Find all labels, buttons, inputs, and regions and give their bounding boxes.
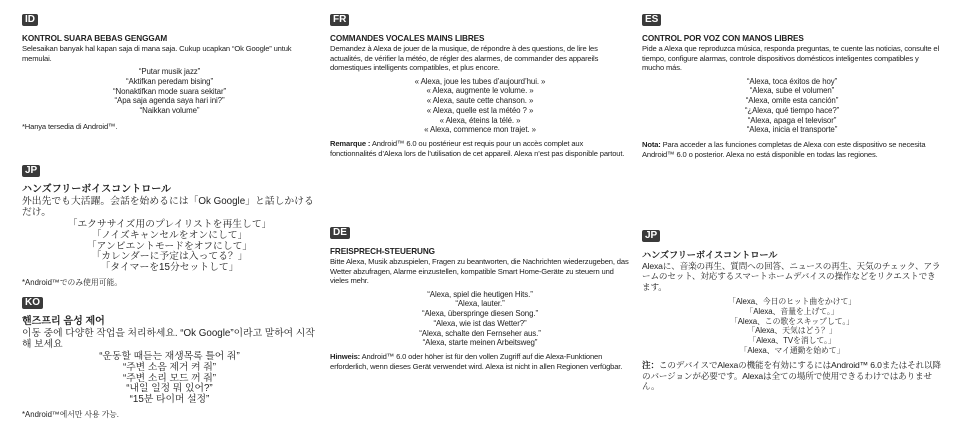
requirement-note xyxy=(330,139,630,158)
section-fr xyxy=(330,9,630,158)
voice-command: “Naikkan volume” xyxy=(139,106,200,115)
voice-command: “Aktifkan peredam bising” xyxy=(126,76,213,86)
voice-command-list xyxy=(330,290,630,348)
voice-command: “Alexa, starte meinen Arbeitsweg” xyxy=(422,338,538,348)
language-badge-fr: FR xyxy=(330,14,349,26)
section-de xyxy=(330,222,630,371)
section-jp-alexa xyxy=(642,225,942,392)
requirement-note xyxy=(642,360,942,391)
voice-command: « Alexa, éteins la télé. » xyxy=(439,115,521,125)
voice-command: “Alexa, schalte den Fernseher aus.” xyxy=(419,328,541,338)
voice-command: 「Alexa、マイ通勤を始めて」 xyxy=(739,345,845,355)
note-text: このデバイスでAlexaの機能を有効にするにはAndroid™ 6.0またはそれ以降のバージョンが必要です。Alexaは全ての場所で使用できるわけではありません。 xyxy=(642,360,941,392)
voice-command: “Alexa, inicia el transporte” xyxy=(746,125,838,135)
voice-command: “Apa saja agenda saya hari ini?” xyxy=(114,96,225,106)
voice-command: “Alexa, wie ist das Wetter?” xyxy=(433,318,527,328)
voice-command: “Alexa, toca éxitos de hoy” xyxy=(746,76,838,86)
voice-command: « Alexa, quelle est la météo ? » xyxy=(426,105,534,115)
section-heading: CONTROL POR VOZ CON MANOS LIBRES xyxy=(642,34,804,43)
availability-note: *Android™에서만 사용 가능. xyxy=(22,410,119,420)
voice-command-list xyxy=(642,77,942,135)
voice-command: 「Alexa、音量を上げて。」 xyxy=(745,306,839,316)
section-heading: ハンズフリーボイスコントロール xyxy=(642,250,778,260)
voice-command: 「エクササイズ用のプレイリストを再生して」 xyxy=(67,219,272,231)
voice-command: 「タイマーを15分セットして」 xyxy=(100,261,239,273)
note-label: Nota: xyxy=(642,140,661,149)
section-body: Pide a Alexa que reproduzca música, responda preguntas, te cuente las noticias, consulte el tiempo, configure alarmas, controle dispositivos domésticos inteligentes compatibles y mucho más. xyxy=(642,44,940,73)
note-text: Android™ 6.0 ou postérieur est requis pour un accès complet aux fonctionnalités d’Alexa lors de l’utilisation de cet appareil. Alexa n’est pas disponible partout. xyxy=(330,139,625,158)
availability-note: *Android™でのみ使用可能。 xyxy=(22,278,123,288)
section-body: Demandez à Alexa de jouer de la musique, de répondre à des questions, de lire les actualités, de vérifier la météo, de régler des alarmes, de commander des appareils domestiques intelligents compatibles, et plus encore. xyxy=(330,44,599,73)
voice-command-list xyxy=(22,67,317,116)
voice-command: “Alexa, überspringe diesen Song.” xyxy=(421,309,538,319)
section-es xyxy=(642,9,942,159)
section-jp-google xyxy=(22,160,317,288)
voice-command: “¿Alexa, qué tiempo hace?” xyxy=(744,105,840,115)
voice-command-list xyxy=(642,297,942,355)
section-heading: KONTROL SUARA BEBAS GENGGAM xyxy=(22,34,168,43)
voice-command: “15분 타이머 설정” xyxy=(129,393,210,405)
voice-command: 「アンビエントモードをオフにして」 xyxy=(86,240,253,252)
language-badge-de: DE xyxy=(330,227,350,239)
voice-command: “Alexa, sube el volumen” xyxy=(749,86,835,96)
voice-command: 「ノイズキャンセルをオンにして」 xyxy=(91,230,248,241)
voice-command: “Putar musik jazz” xyxy=(138,67,201,77)
voice-command: “Nonaktifkan mode suara sekitar” xyxy=(112,86,227,96)
language-badge-es: ES xyxy=(642,14,661,26)
voice-command: “Alexa, lauter.” xyxy=(455,299,505,309)
note-label: Remarque : xyxy=(330,139,371,148)
voice-command: « Alexa, augmente le volume. » xyxy=(426,86,534,96)
section-heading: 핸즈프리 음성 제어 xyxy=(22,316,105,327)
voice-command: 「Alexa、この歌をスキップして。」 xyxy=(729,316,855,326)
section-body: Selesaikan banyak hal kapan saja di mana saja. Cukup ucapkan “Ok Google” untuk memulai. xyxy=(22,44,292,63)
voice-command: “내일 일정 뭐 있어?” xyxy=(126,383,213,395)
note-text: Android™ 6.0 oder höher ist für den vollen Zugriff auf die Alexa-Funktionen erforderlich, wenn dieses Gerät verwendet wird. Alexa ist nicht in allen Regionen verfügbar. xyxy=(330,352,623,371)
section-body: Bitte Alexa, Musik abzuspielen, Fragen zu beantworten, die Nachrichten wiederzugeben, das Wetter abzufragen, Alarme einzustellen, kompatible Smart Home-Geräte zu steuern und vieles mehr. xyxy=(330,257,629,286)
language-badge-id: ID xyxy=(22,14,38,26)
voice-command-list xyxy=(22,352,317,405)
section-heading: COMMANDES VOCALES MAINS LIBRES xyxy=(330,34,485,43)
language-badge-jp: JP xyxy=(22,165,40,177)
section-body: 外出先でも大活躍。会話を始めるには「Ok Google」と話しかけるだけ。 xyxy=(22,196,314,219)
voice-command: “주변 소음 제거 켜 줘” xyxy=(122,362,217,373)
voice-command-list xyxy=(22,220,317,273)
voice-command: « Alexa, commence mon trajet. » xyxy=(424,125,536,135)
requirement-note xyxy=(642,140,942,159)
note-label: 注： xyxy=(642,360,659,371)
voice-command: 「Alexa、TVを消して。」 xyxy=(748,336,836,346)
voice-command: 「カレンダーに予定は入ってる？」 xyxy=(91,251,248,263)
section-body: Alexaに、音楽の再生、質問への回答、ニュースの再生、天気のチェック、アラームのセット、対応するスマートホームデバイスの操作などをリクエストできます。 xyxy=(642,261,941,292)
voice-command: “Alexa, omite esta canción” xyxy=(745,96,839,106)
voice-command: “Alexa, apaga el televisor” xyxy=(747,115,837,125)
section-id xyxy=(22,9,317,131)
voice-command: « Alexa, saute cette chanson. » xyxy=(426,96,534,106)
section-heading: ハンズフリーボイスコントロール xyxy=(22,184,171,195)
section-ko xyxy=(22,292,317,420)
availability-note: *Hanya tersedia di Android™. xyxy=(22,121,118,131)
voice-command-list xyxy=(330,77,630,135)
requirement-note xyxy=(330,352,630,371)
section-heading: FREISPRECH-STEUERUNG xyxy=(330,247,435,256)
voice-command: « Alexa, joue les tubes d’aujourd’hui. » xyxy=(414,76,546,86)
voice-command: “Alexa, spiel die heutigen Hits.” xyxy=(427,289,533,299)
language-badge-ko: KO xyxy=(22,297,43,309)
voice-command: 「Alexa、天気はどう？」 xyxy=(747,326,837,336)
language-badge-jp: JP xyxy=(642,230,660,242)
note-text: Para acceder a las funciones completas de Alexa con este dispositivo se necesita Android™ 6.0 o posterior. Alexa no está disponible en todas las regiones. xyxy=(642,140,926,159)
note-label: Hinweis: xyxy=(330,352,361,361)
voice-command: 「Alexa、今日のヒット曲をかけて」 xyxy=(727,297,857,307)
voice-command: “주변 소리 모드 꺼 줘” xyxy=(122,372,217,384)
section-body: 이동 중에 다양한 작업을 처리하세요. “Ok Google”이라고 말하여 시작해 보세요 xyxy=(22,328,315,351)
voice-command: “운동할 때듣는 재생목록 틀어 줘” xyxy=(99,351,240,363)
